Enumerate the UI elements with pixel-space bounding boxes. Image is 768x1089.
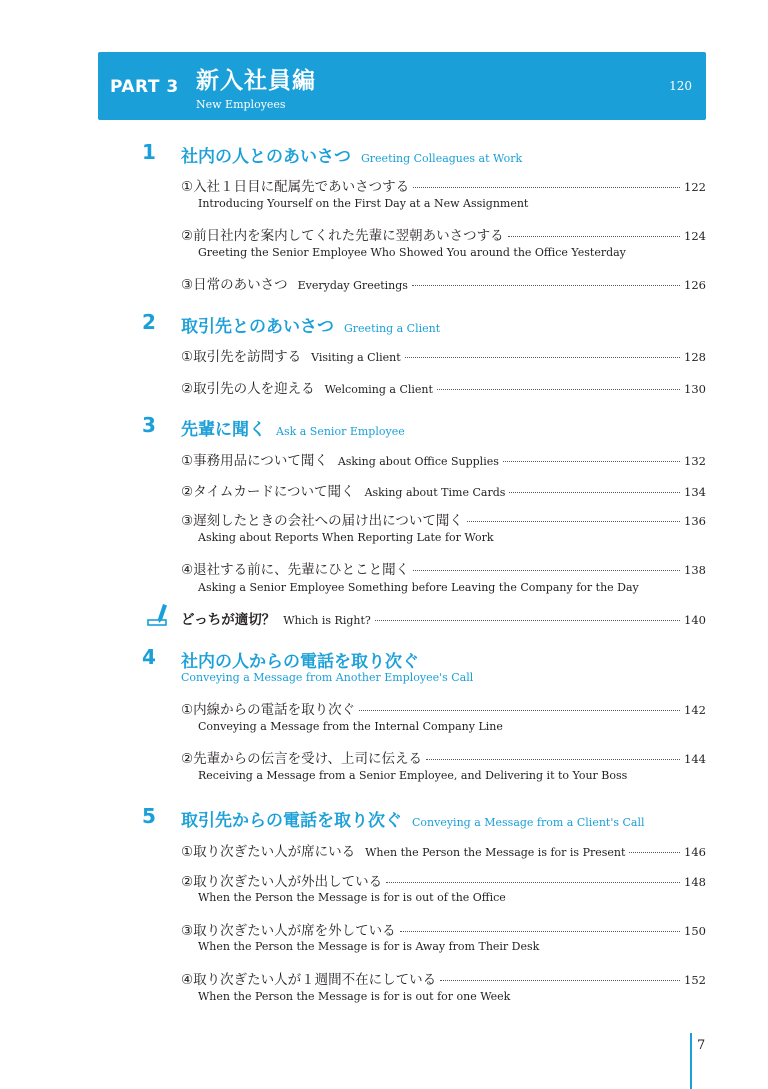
section-number: 5 (142, 804, 156, 828)
toc-entry[interactable] (181, 175, 706, 195)
toc-entry[interactable] (181, 377, 706, 397)
toc-entry[interactable] (181, 273, 706, 293)
toc-entry[interactable] (181, 698, 706, 718)
entry-page: 122 (684, 180, 706, 194)
leader-dots (412, 285, 680, 286)
leader-dots (440, 980, 680, 981)
leader-dots (400, 931, 680, 932)
section-title-jp: 取引先とのあいさつ (181, 317, 334, 337)
entry-title-en: Introducing Yourself on the First Day at a New Assignment (198, 197, 529, 210)
entry-title-en: Asking about Time Cards (364, 486, 506, 499)
entry-title-jp: ①取り次ぎたい人が席にいる (181, 844, 356, 860)
toc-entry[interactable] (181, 509, 706, 529)
entry-title-jp: ②取引先の人を迎える (181, 381, 315, 397)
leader-dots (426, 759, 680, 760)
entry-title-jp: ②取り次ぎたい人が外出している (181, 874, 383, 890)
toc-entry[interactable] (181, 558, 706, 578)
entry-page: 138 (684, 563, 706, 577)
toc-entry[interactable] (181, 747, 706, 767)
entry-page: 152 (684, 973, 706, 987)
leader-dots (359, 710, 680, 711)
entry-title-en: Asking about Reports When Reporting Late for Work (198, 531, 494, 544)
entry-title-en: Everyday Greetings (297, 279, 408, 292)
toc-entry[interactable] (181, 968, 706, 988)
entry-title-jp: ③日常のあいさつ (181, 277, 288, 293)
leader-dots (467, 521, 680, 522)
entry-page: 148 (684, 875, 706, 889)
leader-dots (508, 236, 680, 237)
entry-title-jp: ①入社１日目に配属先であいさつする (181, 179, 410, 195)
section-title-en: Conveying a Message from a Client's Call (412, 816, 645, 829)
leader-dots (413, 570, 680, 571)
entry-page: 128 (684, 350, 706, 364)
page-number: 7 (697, 1038, 706, 1053)
entry-page: 142 (684, 703, 706, 717)
entry-title-en: Conveying a Message from the Internal Company Line (198, 720, 503, 733)
section-title-jp: 取引先からの電話を取り次ぐ (181, 811, 402, 831)
entry-title-en: When the Person the Message is for is out for one Week (198, 990, 511, 1003)
toc-entry[interactable] (181, 224, 706, 244)
section-number: 2 (142, 310, 156, 334)
entry-title-en: When the Person the Message is for is out of the Office (198, 891, 506, 904)
entry-title-en: Greeting the Senior Employee Who Showed You around the Office Yesterday (198, 246, 626, 259)
entry-title-jp: ③取り次ぎたい人が席を外している (181, 923, 396, 939)
leader-dots (509, 492, 680, 493)
entry-title-jp: ①取引先を訪問する (181, 349, 302, 365)
leader-dots (503, 461, 680, 462)
part-page: 120 (669, 79, 692, 93)
section-title (181, 142, 522, 167)
section-title-en: Conveying a Message from Another Employee's Call (181, 671, 474, 684)
entry-title-en: Visiting a Client (311, 351, 401, 364)
entry-title-jp: ①内線からの電話を取り次ぐ (181, 702, 356, 718)
toc-entry[interactable] (181, 480, 706, 500)
section-number: 4 (142, 645, 156, 669)
part-title-block (196, 62, 316, 111)
entry-page: 130 (684, 382, 706, 396)
section-title-en: Greeting Colleagues at Work (361, 152, 523, 165)
entry-title-jp: ②先輩からの伝言を受け、上司に伝える (181, 751, 423, 767)
toc-entry[interactable] (181, 345, 706, 365)
toc-entry[interactable] (181, 840, 706, 860)
pencil-icon (146, 602, 172, 628)
entry-title-jp: ②タイムカードについて聞く (181, 484, 355, 500)
entry-page: 136 (684, 514, 706, 528)
toc-entry[interactable] (181, 919, 706, 939)
part-title: 新入社員編 (196, 68, 316, 94)
entry-title-jp: ③遅刻したときの会社への届け出について聞く (181, 513, 463, 529)
entry-page: 134 (684, 485, 706, 499)
leader-dots (386, 882, 680, 883)
toc-entry[interactable] (181, 449, 706, 469)
section-title-jp: 先輩に聞く (181, 420, 266, 440)
column-title-en: Which is Right? (283, 614, 371, 627)
page-number-rule (690, 1033, 692, 1089)
section-title-en: Greeting a Client (344, 322, 441, 335)
section-number: 3 (142, 413, 156, 437)
entry-page: 126 (684, 278, 706, 292)
section-title (181, 806, 645, 831)
entry-title-en: Asking about Office Supplies (337, 455, 499, 468)
leader-dots (405, 357, 680, 358)
entry-page: 150 (684, 924, 706, 938)
section-title (181, 312, 440, 337)
toc-entry[interactable] (181, 870, 706, 890)
entry-title-jp: ①事務用品について聞く (181, 453, 328, 469)
entry-title-en: When the Person the Message is for is Away from Their Desk (198, 940, 540, 953)
section-title-en: Ask a Senior Employee (276, 425, 405, 438)
leader-dots (629, 852, 680, 853)
section-title-jp: 社内の人とのあいさつ (181, 147, 351, 167)
part-label: PART 3 (110, 77, 179, 97)
leader-dots (375, 620, 680, 621)
leader-dots (437, 389, 680, 390)
column-title-jp: どっちが適切？ (181, 612, 276, 628)
entry-title-jp: ④退社する前に、先輩にひとこと聞く (181, 562, 410, 578)
entry-page: 146 (684, 845, 706, 859)
part-banner (98, 52, 706, 120)
section-number: 1 (142, 140, 156, 164)
entry-title-jp: ②前日社内を案内してくれた先輩に翌朝あいさつする (181, 228, 504, 244)
section-title (181, 647, 419, 672)
entry-title-en: Receiving a Message from a Senior Employee, and Delivering it to Your Boss (198, 769, 628, 782)
section-title-jp: 社内の人からの電話を取り次ぐ (181, 652, 419, 672)
section-title (181, 415, 405, 440)
column-entry[interactable] (181, 608, 706, 628)
leader-dots (413, 187, 680, 188)
entry-page: 144 (684, 752, 706, 766)
part-subtitle: New Employees (196, 98, 286, 111)
column-page: 140 (684, 613, 706, 627)
entry-page: 132 (684, 454, 706, 468)
entry-title-en: When the Person the Message is for is Present (365, 846, 626, 859)
entry-title-jp: ④取り次ぎたい人が１週間不在にしている (181, 972, 437, 988)
entry-title-en: Welcoming a Client (324, 383, 433, 396)
entry-page: 124 (684, 229, 706, 243)
entry-title-en: Asking a Senior Employee Something before Leaving the Company for the Day (198, 581, 639, 594)
